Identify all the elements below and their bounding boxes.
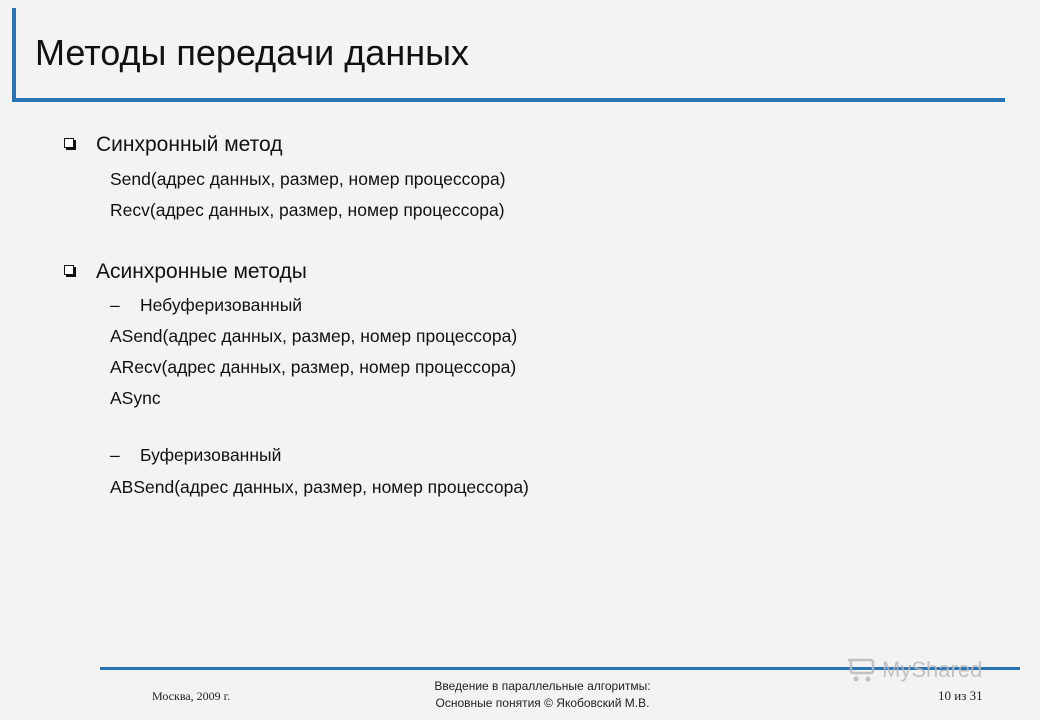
unbuffered-subheading [110,295,302,316]
async-heading-text: Асинхронные методы [96,260,307,283]
title-accent-bottom-bar [12,98,1005,102]
buffered-subheading [110,445,281,466]
square-bullet-icon [64,265,74,275]
sync-line-send: Send(адрес данных, размер, номер процессора) [110,169,506,189]
async-line-asend: ASend(адрес данных, размер, номер процессора) [110,326,518,346]
square-bullet-icon [64,138,74,148]
cart-icon [848,657,878,683]
footer-course-line1: Введение в параллельные алгоритмы: [434,679,651,693]
unbuffered-label: Небуферизованный [140,295,303,315]
watermark-logo [848,657,982,683]
dash-bullet: – [110,295,120,315]
async-line-arecv: ARecv(адрес данных, размер, номер процессора) [110,357,517,377]
async-line-absend: ABSend(адрес данных, размер, номер процессора) [110,477,529,497]
footer-place-year: Москва, 2009 г. [152,689,231,703]
footer-course-line2: Основные понятия © Якобовский М.В. [435,696,650,710]
sync-line-recv: Recv(адрес данных, размер, номер процессора) [110,200,505,220]
section-async-heading [64,260,307,284]
footer-course-title [400,678,685,712]
sync-heading-text: Синхронный метод [96,133,283,156]
title-accent-left-bar [12,8,16,102]
footer-page-number: 10 из 31 [938,688,983,703]
buffered-label: Буферизованный [140,445,282,465]
dash-bullet: – [110,445,120,465]
slide-title: Методы передачи данных [35,32,469,73]
section-sync-heading [64,133,282,157]
watermark-text: MyShared [882,657,983,682]
async-line-async: ASync [110,388,161,408]
